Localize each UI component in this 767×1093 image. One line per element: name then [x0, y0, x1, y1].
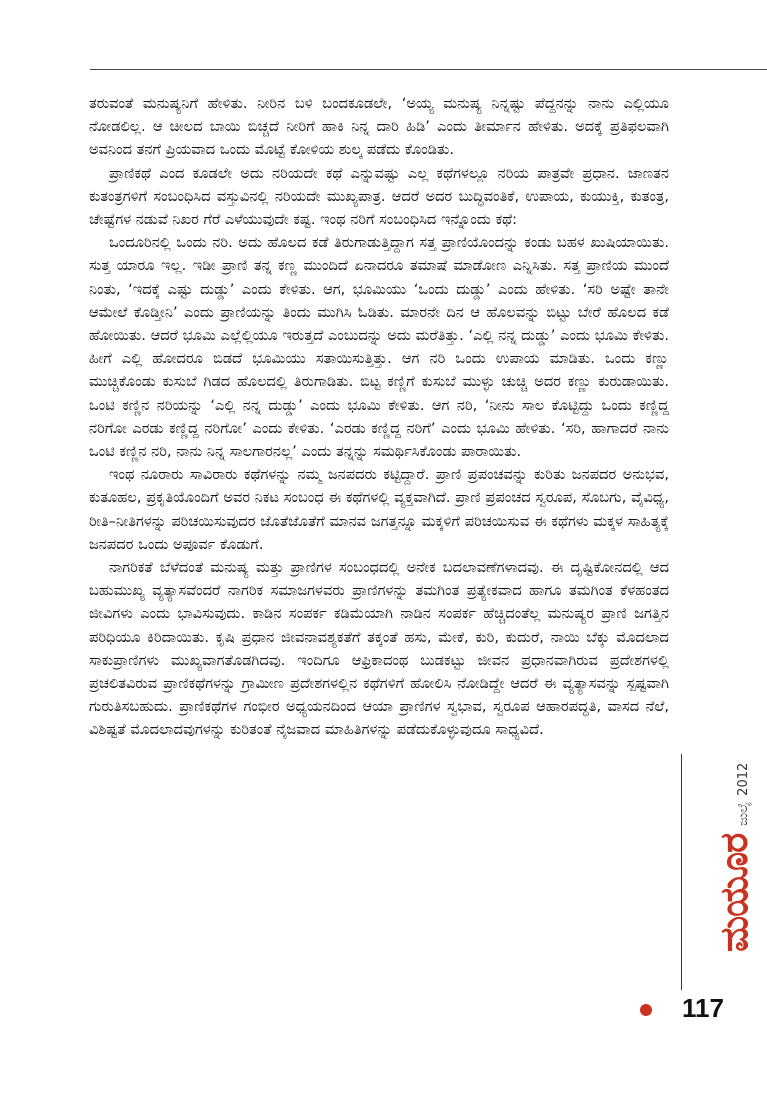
folio-rotated [712, 762, 756, 952]
page-number: 117 [682, 993, 724, 1023]
issue-month: ಜುಲೈ [736, 801, 751, 826]
magazine-logo: ಮಯೂರ [712, 833, 756, 952]
folio [689, 754, 756, 990]
paragraph-3: ಒಂದೂರಿನಲ್ಲಿ ಒಂದು ನರಿ. ಅದು ಹೊಲದ ಕಡೆ ತಿರುಗಾಡುತ್ತಿದ್ದಾಗ ಸತ್ತ ಪ್ರಾಣಿಯೊಂದನ್ನು ಕಂಡು ಬಹಳ ಖುಷಿಯಾಯಿತು. ಸುತ್ತ ಯಾರೂ ಇಲ್ಲ. ಇಡೀ ಪ್ರಾಣಿ ತನ್ನ ಕಣ್ಣ ಮುಂದಿದೆ ಏನಾದರೂ ತಮಾಷೆ ಮಾಡೋಣ ಎನ್ನಿಸಿತು. ಸತ್ತ ಪ್ರಾಣಿಯ ಮುಂದೆ ನಿಂತು, ‘ಇದಕ್ಕೆ ಎಷ್ಟು ದುಡ್ಡು’ ಎಂದು ಕೇಳಿತು. ಆಗ, ಭೂಮಿಯು ‘ಒಂದು ದುಡ್ಡು’ ಎಂದು ಹೇಳಿತು. ‘ಸರಿ ಅಷ್ಟೇ ತಾನೇ ಆಮೇಲೆ ಕೊಡ್ತೀನಿ’ ಎಂದು ಪ್ರಾಣಿಯನ್ನು ತಿಂದು ಮುಗಿಸಿ ಓಡಿತು. ಮಾರನೇ ದಿನ ಆ ಹೊಲವನ್ನು ಬಿಟ್ಟು ಬೇರೆ ಹೊಲದ ಕಡೆ ಹೋಯಿತು. ಆದರೆ ಭೂಮಿ ಎಲ್ಲೆಲ್ಲಿಯೂ ಇರುತ್ತದೆ ಎಂಬುದನ್ನು ಅದು ಮರೆತಿತ್ತು. ‘ಎಲ್ಲಿ ನನ್ನ ದುಡ್ಡು’ ಎಂದು ಭೂಮಿ ಕೇಳಿತು. ಹೀಗೆ ಎಲ್ಲಿ ಹೋದರೂ ಬಿಡದೆ ಭೂಮಿಯು ಸತಾಯಿಸುತ್ತಿತ್ತು. ಆಗ ನರಿ ಒಂದು ಉಪಾಯ ಮಾಡಿತು. ಒಂದು ಕಣ್ಣು ಮುಚ್ಚಿಕೊಂಡು ಕುಸುಬೆ ಗಿಡದ ಹೊಲದಲ್ಲಿ ತಿರುಗಾಡಿತು. ಬಿಟ್ಟ ಕಣ್ಣಿಗೆ ಕುಸುಬೆ ಮುಳ್ಳು ಚುಚ್ಚಿ ಅದರ ಕಣ್ಣು ಕುರುಡಾಯಿತು. ಒಂಟಿ ಕಣ್ಣಿನ ನರಿಯನ್ನು ‘ಎಲ್ಲಿ ನನ್ನ ದುಡ್ಡು’ ಎಂದು ಭೂಮಿ ಕೇಳಿತು. ಆಗ ನರಿ, ‘ನೀನು ಸಾಲ ಕೊಟ್ಟಿದ್ದು ಒಂದು ಕಣ್ಣಿದ್ದ ನರಿಗೋ ಎರಡು ಕಣ್ಣಿದ್ದ ನರಿಗೋ’ ಎಂದು ಕೇಳಿತು. ‘ಎರಡು ಕಣ್ಣಿದ್ದ ನರಿಗೆ’ ಎಂದು ಭೂಮಿ ಹೇಳಿತು. ‘ಸರಿ, ಹಾಗಾದರೆ ನಾನು ಒಂಟಿ ಕಣ್ಣಿನ ನರಿ, ನಾನು ನಿನ್ನ ಸಾಲಗಾರನಲ್ಲ’ ಎಂದು ತನ್ನನ್ನು ಸಮರ್ಥಿಸಿಕೊಂಡು ಪಾರಾಯಿತು. [89, 234, 669, 461]
paragraph-1: ತರುವಂತೆ ಮನುಷ್ಯನಿಗೆ ಹೇಳಿತು. ನೀರಿನ ಬಳಿ ಬಂದಕೂಡಲೇ, ‘ಅಯ್ಯ ಮನುಷ್ಯ ನಿನ್ನಷ್ಟು ಪೆದ್ದನನ್ನು ನಾನು ಎಲ್ಲಿಯೂ ನೋಡಲಿಲ್ಲ. ಆ ಚೀಲದ ಬಾಯಿ ಬಿಚ್ಚದೆ ನೀರಿಗೆ ಹಾಕಿ ನಿನ್ನ ದಾರಿ ಹಿಡಿ’ ಎಂದು ತೀರ್ಮಾನ ಹೇಳಿತು. ಅದಕ್ಕೆ ಪ್ರತಿಫಲವಾಗಿ ಅವನಿಂದ ತನಗೆ ಪ್ರಿಯವಾದ ಒಂದು ಮೊಟ್ಟೆ ಕೋಳಿಯ ಶುಲ್ಕ ಪಡೆದು ಕೊಂಡಿತು. [89, 95, 669, 159]
folio-rule [681, 754, 682, 990]
bullet-dot-icon [640, 1004, 652, 1016]
paragraph-5: ನಾಗರಿಕತೆ ಬೆಳೆದಂತೆ ಮನುಷ್ಯ ಮತ್ತು ಪ್ರಾಣಿಗಳ ಸಂಬಂಧದಲ್ಲಿ ಅನೇಕ ಬದಲಾವಣೆಗಳಾದವು. ಈ ದೃಷ್ಟಿಕೋನದಲ್ಲಿ ಆದ ಬಹುಮುಖ್ಯ ವ್ಯತ್ಯಾಸವೆಂದರೆ ನಾಗರಿಕ ಸಮಾಜಗಳವರು ಪ್ರಾಣಿಗಳನ್ನು ತಮಗಿಂತ ಪ್ರತ್ಯೇಕವಾದ ಹಾಗೂ ತಮಗಿಂತ ಕೆಳಹಂತದ ಜೀವಿಗಳು ಎಂದು ಭಾವಿಸುವುದು. ಕಾಡಿನ ಸಂಪರ್ಕ ಕಡಿಮೆಯಾಗಿ ನಾಡಿನ ಸಂಪರ್ಕ ಹೆಚ್ಚಿದಂತೆಲ್ಲ ಮನುಷ್ಯರ ಪ್ರಾಣಿ ಜಗತ್ತಿನ ಪರಿಧಿಯೂ ಕಿರಿದಾಯಿತು. ಕೃಷಿ ಪ್ರಧಾನ ಜೀವನಾವಶ್ಯಕತೆಗೆ ತಕ್ಕಂತೆ ಹಸು, ಮೇಕೆ, ಕುರಿ, ಕುದುರೆ, ನಾಯಿ ಬೆಕ್ಕು ಮೊದಲಾದ ಸಾಕುಪ್ರಾಣಿಗಳು ಮುಖ್ಯವಾಗತೊಡಗಿದವು. ಇಂದಿಗೂ ಆಫ್ರಿಕಾದಂಥ ಬುಡಕಟ್ಟು ಜೀವನ ಪ್ರಧಾನವಾಗಿರುವ ಪ್ರದೇಶಗಳಲ್ಲಿ ಪ್ರಚಲಿತವಿರುವ ಪ್ರಾಣಿಕಥೆಗಳನ್ನು ಗ್ರಾಮೀಣ ಪ್ರದೇಶಗಳಲ್ಲಿನ ಕಥೆಗಳಿಗೆ ಹೋಲಿಸಿ ನೋಡಿದ್ದೇ ಆದರೆ ಈ ವ್ಯತ್ಯಾಸವನ್ನು ಸ್ಪಷ್ಟವಾಗಿ ಗುರುತಿಸಬಹುದು. ಪ್ರಾಣಿಕಥೆಗಳ ಗಂಭೀರ ಅಧ್ಯಯನದಿಂದ ಆಯಾ ಪ್ರಾಣಿಗಳ ಸ್ವಭಾವ, ಸ್ವರೂಪ ಆಹಾರಪದ್ಧತಿ, ವಾಸದ ನೆಲೆ, ವಿಶಿಷ್ಟತೆ ಮೊದಲಾದವುಗಳನ್ನು ಕುರಿತಂತೆ ನೈಜವಾದ ಮಾಹಿತಿಗಳನ್ನು ಪಡೆದುಕೊಳ್ಳುವುದೂ ಸಾಧ್ಯವಿದೆ. [89, 559, 669, 739]
paragraph-2: ಪ್ರಾಣಿಕಥೆ ಎಂದ ಕೂಡಲೇ ಅದು ನರಿಯದೇ ಕಥೆ ಎನ್ನುವಷ್ಟು ಎಲ್ಲ ಕಥೆಗಳಲ್ಲೂ ನರಿಯ ಪಾತ್ರವೇ ಪ್ರಧಾನ. ಜಾಣತನ ಕುತಂತ್ರಗಳಿಗೆ ಸಂಬಂಧಿಸಿದ ವಸ್ತುವಿನಲ್ಲಿ ನರಿಯದೇ ಮುಖ್ಯಪಾತ್ರ. ಆದರೆ ಅದರ ಬುದ್ಧಿವಂತಿಕೆ, ಉಪಾಯ, ಕುಯುಕ್ತಿ, ಕುತಂತ್ರ, ಚೇಷ್ಟೆಗಳ ನಡುವೆ ನಿಖರ ಗೆರೆ ಎಳೆಯುವುದೇ ಕಷ್ಟ. ಇಂಥ ನರಿಗೆ ಸಂಬಂಧಿಸಿದ ಇನ್ನೊಂದು ಕಥೆ: [89, 164, 669, 229]
issue-year: 2012 [736, 762, 751, 796]
header-rule [90, 69, 767, 70]
article-body [89, 92, 669, 742]
paragraph-4: ಇಂಥ ನೂರಾರು ಸಾವಿರಾರು ಕಥೆಗಳನ್ನು ನಮ್ಮ ಜನಪದರು ಕಟ್ಟಿದ್ದಾರೆ. ಪ್ರಾಣಿ ಪ್ರಪಂಚವನ್ನು ಕುರಿತು ಜನಪದರ ಅನುಭವ, ಕುತೂಹಲ, ಪ್ರಕೃತಿಯೊಂದಿಗೆ ಅವರ ನಿಕಟ ಸಂಬಂಧ ಈ ಕಥೆಗಳಲ್ಲಿ ವ್ಯಕ್ತವಾಗಿದೆ. ಪ್ರಾಣಿ ಪ್ರಪಂಚದ ಸ್ವರೂಪ, ಸೊಬಗು, ವೈವಿಧ್ಯ, ರೀತಿ–ನೀತಿಗಳನ್ನು ಪರಿಚಯಿಸುವುದರ ಜೊತೆಜೊತೆಗೆ ಮಾನವ ಜಗತ್ತನ್ನೂ ಮಕ್ಕಳಿಗೆ ಪರಿಚಯಿಸುವ ಈ ಕಥೆಗಳು ಮಕ್ಕಳ ಸಾಹಿತ್ಯಕ್ಕೆ ಜನಪದರ ಒಂದು ಅಪೂರ್ವ ಕೊಡುಗೆ. [89, 466, 669, 553]
